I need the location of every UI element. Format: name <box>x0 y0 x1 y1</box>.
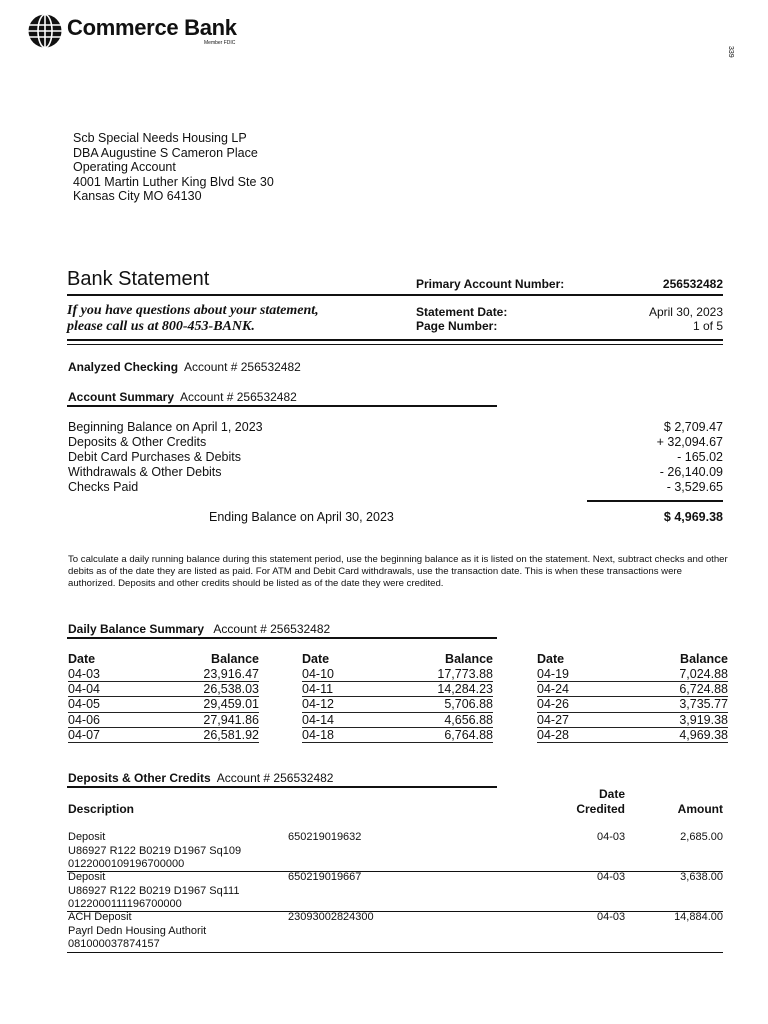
daily-balance: 23,916.47 <box>203 667 259 681</box>
deposits-date-header-line2: Credited <box>576 802 625 816</box>
deposits-title: Deposits & Other Credits <box>68 771 211 785</box>
address-line: 4001 Martin Luther King Blvd Ste 30 <box>73 174 274 189</box>
daily-balance: 17,773.88 <box>437 667 493 681</box>
header-rule-bottom <box>67 344 723 345</box>
daily-date: 04-10 <box>302 667 334 681</box>
daily-date: 04-18 <box>302 727 334 742</box>
daily-balance-column <box>302 652 493 743</box>
deposit-desc-line: 0122000111196700000 <box>68 898 182 910</box>
daily-balance-heading <box>68 622 330 636</box>
daily-balance-rule <box>67 637 497 639</box>
deposit-desc-line: U86927 R122 B0219 D1967 Sq109 <box>68 844 242 857</box>
page-number-label: Page Number: <box>416 319 498 333</box>
deposits-heading <box>68 771 333 785</box>
balance-header: Balance <box>445 652 493 666</box>
address-line: Operating Account <box>73 160 176 175</box>
deposit-desc-line: ACH Deposit <box>68 911 132 923</box>
deposit-date: 04-03 <box>597 831 626 843</box>
deposit-description <box>68 831 241 872</box>
summary-row-value: + 32,094.67 <box>656 435 723 449</box>
summary-row <box>68 435 723 450</box>
bank-logo <box>27 11 267 51</box>
deposit-desc-line: U86927 R122 B0219 D1967 Sq111 <box>68 884 240 897</box>
ending-balance-rule <box>587 500 723 502</box>
daily-balance: 26,581.92 <box>203 727 259 742</box>
bank-name: Commerce Bank <box>67 15 237 40</box>
summary-row-label: Checks Paid <box>68 480 139 494</box>
daily-date: 04-12 <box>302 697 334 712</box>
summary-row-label: Beginning Balance on April 1, 2023 <box>68 420 263 434</box>
deposits-date-header-line1: Date <box>598 787 625 801</box>
daily-date: 04-04 <box>68 682 100 697</box>
deposit-description <box>68 871 239 912</box>
deposits-amount-header: Amount <box>677 802 723 816</box>
daily-balance: 14,284.23 <box>437 682 493 697</box>
analyzed-checking-account: Account # 256532482 <box>184 360 301 374</box>
page-title: Bank Statement <box>67 268 210 290</box>
account-summary-heading <box>68 390 297 404</box>
deposit-desc-line: Deposit <box>68 871 106 883</box>
deposits-account: Account # 256532482 <box>216 771 334 785</box>
deposit-date: 04-03 <box>597 871 626 883</box>
daily-balance-header <box>537 652 728 667</box>
daily-date: 04-28 <box>537 727 569 742</box>
deposit-reference: 23093002824300 <box>288 911 374 923</box>
daily-balance-row <box>302 713 493 728</box>
deposits-description-header: Description <box>68 802 135 816</box>
member-fdic: Member FDIC <box>204 40 236 46</box>
summary-row <box>68 420 723 435</box>
daily-date: 04-24 <box>537 682 569 697</box>
ending-balance-value: $ 4,969.38 <box>663 510 723 524</box>
summary-row-label: Deposits & Other Credits <box>68 435 207 449</box>
summary-row-value: - 165.02 <box>677 450 723 464</box>
deposit-amount: 3,638.00 <box>680 871 723 883</box>
daily-balance: 5,706.88 <box>444 697 493 712</box>
daily-balance-row <box>68 682 259 697</box>
header-rule-top <box>67 294 723 296</box>
questions-note <box>67 303 319 335</box>
daily-date: 04-26 <box>537 697 569 712</box>
daily-balance: 6,764.88 <box>444 727 493 742</box>
account-summary-title: Account Summary <box>68 390 175 404</box>
summary-row-value: $ 2,709.47 <box>663 420 723 434</box>
summary-row-value: - 26,140.09 <box>659 465 723 479</box>
daily-balance-row <box>68 667 259 682</box>
analyzed-checking-heading <box>68 360 301 374</box>
daily-date: 04-06 <box>68 712 100 727</box>
daily-balance-header <box>302 652 493 667</box>
daily-date: 04-11 <box>302 682 334 697</box>
daily-balance-row <box>302 667 493 682</box>
daily-balance-row <box>537 667 728 682</box>
page-number-value: 1 of 5 <box>692 319 723 333</box>
deposit-desc-line: 0122000109196700000 <box>68 858 185 870</box>
deposit-reference: 650219019632 <box>288 831 362 843</box>
daily-balance: 4,656.88 <box>444 712 493 727</box>
deposit-desc-line: Payrl Dedn Housing Authorit <box>68 924 207 937</box>
daily-balance-column <box>68 652 259 743</box>
deposit-date: 04-03 <box>597 911 626 923</box>
daily-balance-row <box>68 697 259 712</box>
date-header: Date <box>302 652 330 666</box>
daily-balance: 7,024.88 <box>679 667 728 681</box>
daily-balance-row <box>537 682 728 697</box>
daily-date: 04-07 <box>68 727 100 742</box>
daily-balance: 6,724.88 <box>679 682 728 697</box>
balance-header: Balance <box>211 652 259 666</box>
account-summary-account: Account # 256532482 <box>180 390 297 404</box>
daily-balance-row <box>302 697 493 712</box>
running-balance-note: To calculate a daily running balance during this statement period, use the beginning balance as it is listed on the statement. Next, subtract checks and other debits as of the date they are listed as paid. For ATM and Debit Card withdrawals, use the transaction date. This is when these transactions were authorized. Deposits and other credits should be listed as of the date they were credited. <box>68 554 728 589</box>
date-header: Date <box>68 652 96 666</box>
questions-line-1: If you have questions about your statement, <box>67 303 319 318</box>
globe-icon <box>27 13 63 49</box>
summary-row <box>68 480 723 495</box>
summary-row-label: Debit Card Purchases & Debits <box>68 450 241 464</box>
statement-date-value: April 30, 2023 <box>648 305 723 319</box>
deposit-reference: 650219019667 <box>288 871 362 883</box>
daily-balance-row <box>302 728 493 743</box>
daily-balance-header <box>68 652 259 667</box>
daily-balance: 26,538.03 <box>203 682 259 697</box>
summary-heading-rule <box>67 405 497 407</box>
daily-date: 04-14 <box>302 712 334 727</box>
daily-balance: 27,941.86 <box>203 712 259 727</box>
daily-balance-row <box>68 713 259 728</box>
header-rule-mid <box>67 339 723 341</box>
summary-row-label: Withdrawals & Other Debits <box>68 465 222 479</box>
deposit-desc-line: Deposit <box>68 831 106 843</box>
daily-balance-row <box>302 682 493 697</box>
daily-date: 04-03 <box>68 667 100 681</box>
daily-balance-title: Daily Balance Summary <box>68 622 205 636</box>
questions-line-2: please call us at 800-453-BANK. <box>67 319 255 334</box>
summary-row <box>68 465 723 480</box>
address-line: DBA Augustine S Cameron Place <box>73 145 258 160</box>
daily-balance: 3,735.77 <box>679 697 728 712</box>
daily-balance-row <box>68 728 259 743</box>
analyzed-checking-title: Analyzed Checking <box>68 360 179 374</box>
deposit-amount: 14,884.00 <box>674 911 723 923</box>
daily-date: 04-19 <box>537 667 569 681</box>
daily-balance: 3,919.38 <box>679 712 728 727</box>
daily-balance: 4,969.38 <box>679 727 728 742</box>
daily-balance-account: Account # 256532482 <box>213 622 331 636</box>
address-line: Scb Special Needs Housing LP <box>73 131 247 145</box>
daily-balance-row <box>537 728 728 743</box>
primary-account-label: Primary Account Number: <box>416 277 565 291</box>
summary-row-value: - 3,529.65 <box>666 480 723 494</box>
statement-date-label: Statement Date: <box>416 305 508 319</box>
ending-balance-label: Ending Balance on April 30, 2023 <box>209 510 394 524</box>
deposits-heading-rule <box>67 786 497 788</box>
date-header: Date <box>537 652 565 666</box>
balance-header: Balance <box>680 652 728 666</box>
daily-balance-row <box>537 713 728 728</box>
daily-balance-row <box>537 697 728 712</box>
mailing-address <box>73 131 274 204</box>
daily-balance-column <box>537 652 728 743</box>
address-line: Kansas City MO 64130 <box>73 189 202 204</box>
deposit-amount: 2,685.00 <box>680 831 723 843</box>
daily-date: 04-05 <box>68 697 100 712</box>
summary-row <box>68 450 723 465</box>
deposit-description <box>68 911 206 952</box>
daily-balance: 29,459.01 <box>203 697 259 712</box>
deposit-desc-line: 081000037874157 <box>68 938 160 950</box>
side-page-code: 339 <box>727 46 734 58</box>
primary-account-value: 256532482 <box>662 277 723 291</box>
deposit-row-divider <box>67 952 723 953</box>
daily-date: 04-27 <box>537 712 569 727</box>
